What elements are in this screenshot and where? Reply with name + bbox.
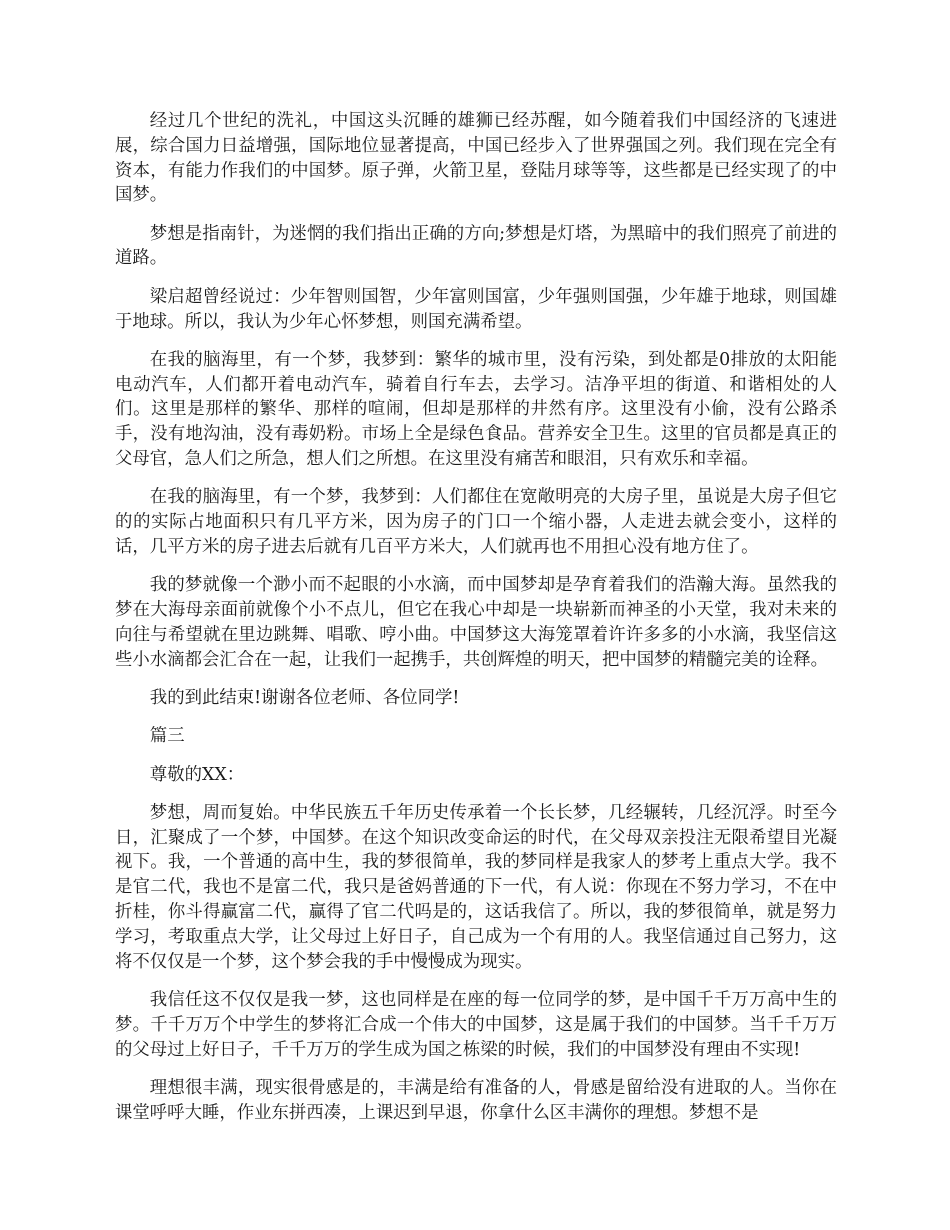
paragraph-7: 梦想，周而复始。中华民族五千年历史传承着一个长长梦，几经辗转，几经沉浮。时至今日，汇聚成了一个梦，中国梦。在这个知识改变命运的时代，在父母双亲投注无限希望目光凝视下。我，一个普通的高中生，我的梦很简单，我的梦同样是我家人的梦考上重点大学。我不是官二代，我也不是富二代，我只是爸妈普通的下一代，有人说：你现在不努力学习，不在中折桂，你斗得赢富二代，赢得了官二代吗是的，这话我信了。所以，我的梦很简单，就是努力学习，考取重点大学，让父母过上好日子，自己成为一个有用的人。我坚信通过自己努力，这将不仅仅是一个梦，这个梦会我的手中慢慢成为现实。 bbox=[115, 802, 837, 972]
paragraph-5: 在我的脑海里，有一个梦，我梦到：人们都住在宽敞明亮的大房子里，虽说是大房子但它的的实际占地面积只有几平方米，因为房子的门口一个缩小器，人走进去就会变小，这样的话，几平方米的房子进去后就有几百平方米大，人们就再也不用担心没有地方住了。 bbox=[115, 487, 837, 557]
paragraph-2: 梦想是指南针，为迷惘的我们指出正确的方向;梦想是灯塔，为黑暗中的我们照亮了前进的道路。 bbox=[115, 223, 837, 269]
paragraph-6: 我的梦就像一个渺小而不起眼的小水滴，而中国梦却是孕育着我们的浩瀚大海。虽然我的梦在大海母亲面前就像个小不点儿，但它在我心中却是一块崭新而神圣的小天堂，我对未来的向往与希望就在里边跳舞、唱歌、哼小曲。中国梦这大海笼罩着许许多多的小水滴，我坚信这些小水滴都会汇合在一起，让我们一起携手，共创辉煌的明天，把中国梦的精髓完美的诠释。 bbox=[115, 575, 837, 670]
closing-line: 我的到此结束!谢谢各位老师、各位同学! bbox=[149, 687, 460, 708]
paragraph-4: 在我的脑海里，有一个梦，我梦到：繁华的城市里，没有污染，到处都是0排放的太阳能电动汽车，人们都开着电动汽车，骑着自行车去，去学习。洁净平坦的街道、和谐相处的人们。这里是那样的繁华、那样的喧闹，但却是那样的井然有序。这里没有小偷，没有公路杀手，没有地沟油，没有毒奶粉。市场上全是绿色食品。营养安全卫生。这里的官员都是真正的父母官，急人们之所急，想人们之所想。在这里没有痛苦和眼泪，只有欢乐和幸福。 bbox=[115, 349, 837, 470]
salutation: 尊敬的XX： bbox=[149, 764, 245, 785]
document-body bbox=[115, 109, 837, 1139]
section-heading: 篇三 bbox=[149, 726, 185, 747]
paragraph-1: 经过几个世纪的洗礼，中国这头沉睡的雄狮已经苏醒，如今随着我们中国经济的飞速进展，综合国力日益增强，国际地位显著提高，中国已经步入了世界强国之列。我们现在完全有资本，有能力作我们的中国梦。原子弹，火箭卫星，登陆月球等等，这些都是已经实现了的中国梦。 bbox=[115, 111, 837, 206]
paragraph-9: 理想很丰满，现实很骨感是的，丰满是给有准备的人，骨感是留给没有进取的人。当你在课堂呼呼大睡，作业东拼西凑，上课迟到早退，你拿什么区丰满你的理想。梦想不是 bbox=[115, 1077, 837, 1123]
paragraph-8: 我信任这不仅仅是我一梦，这也同样是在座的每一位同学的梦，是中国千千万万高中生的梦。千千万万个中学生的梦将汇合成一个伟大的中国梦，这是属于我们的中国梦。当千千万万的父母过上好日子，千千万万的学生成为国之栋梁的时候，我们的中国梦没有理由不实现! bbox=[115, 989, 837, 1060]
paragraph-3: 梁启超曾经说过：少年智则国智，少年富则国富，少年强则国强，少年雄于地球，则国雄于地球。所以，我认为少年心怀梦想，则国充满希望。 bbox=[115, 286, 837, 332]
